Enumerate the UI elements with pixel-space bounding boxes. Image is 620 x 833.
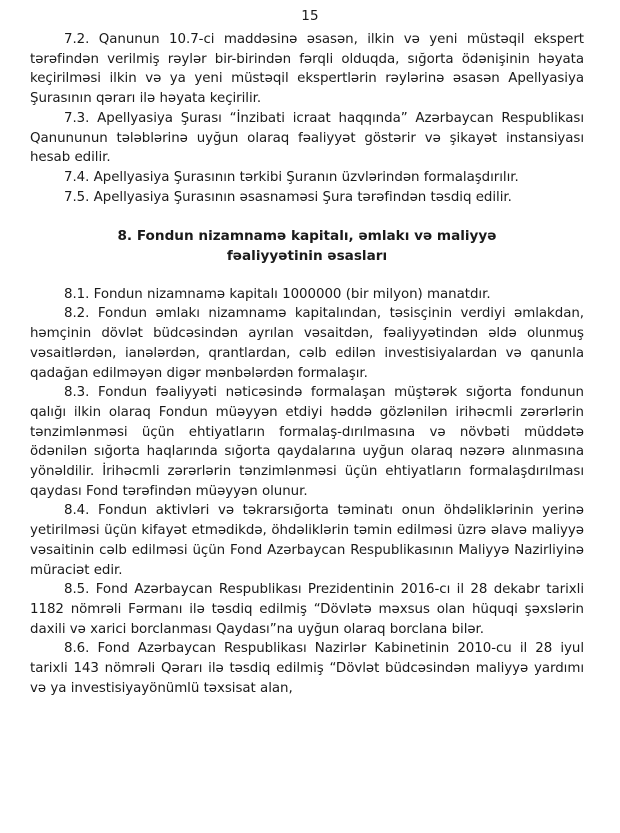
paragraph-7-2: 7.2. Qanunun 10.7-ci maddəsinə əsasən, ilkin və yeni müstəqil ekspert tərəfindən verilmiş rəylər bir-birindən fərqli olduqda, sığorta ödənişinin həyata keçirilməsi ilkin və ya yeni müstəqil ekspertlərin rəylərinə əsasən Apellyasiya Şurasının qərarı ilə həyata keçirilir.: [30, 32, 584, 107]
paragraph-8-6: 8.6. Fond Azərbaycan Respublikası Nazirlər Kabinetinin 2010-cu il 28 iyul tarixli 143 nömrəli Qərarı ilə təsdiq edilmiş “Dövlət büdcəsindən maliyyə yardımı və ya investisiyayönümlü təxsisat alan,: [30, 641, 584, 696]
paragraph-8-3: 8.3. Fondun fəaliyyəti nəticəsində formalaşan müştərək sığorta fondunun qalığı ilkin olaraq Fondun müəyyən etdiyi həddə gözlənilən irihəcmli zərərlərin tənzimlənməsi üçün ehtiyatların formalaş-dırılmasına və növbəti müddətə ödənilən sığorta haqlarında sığorta qaydalarına uyğun olaraq nəzərə alınmasına yönəldilir. İrihəcmli zərərlərin tənzimlənməsi üçün ehtiyatların formalaşdırılması qaydası Fond tərəfindən müəyyən olunur.: [30, 385, 584, 499]
paragraph-8-4: 8.4. Fondun aktivləri və təkrarsığorta təminatı onun öhdəliklərinin yerinə yetirilməsi üçün kifayət etmədikdə, öhdəliklərin təmin edilməsi üzrə əlavə maliyyə vəsaitinin cəlb edilməsi üçün Fond Azərbaycan Respublikasının Maliyyə Nazirliyinə müraciət edir.: [30, 503, 584, 578]
page-number: 15: [301, 8, 319, 24]
paragraph-8-5: 8.5. Fond Azərbaycan Respublikası Prezidentinin 2016-cı il 28 dekabr tarixli 1182 nömrəli Fərmanı ilə təsdiq edilmiş “Dövlətə məxsus olan hüquqi şəxslərin daxili və xarici borclanması Qaydası”na uyğun olaraq borclana bilər.: [30, 582, 584, 637]
paragraph-7-3: 7.3. Apellyasiya Şurası “İnzibati icraat haqqında” Azərbaycan Respublikası Qanununun tələblərinə uyğun olaraq fəaliyyət göstərir və şikayət instansiyası hesab edilir.: [30, 110, 584, 166]
paragraph-8-2: 8.2. Fondun əmlakı nizamnamə kapitalından, təsisçinin verdiyi əmlakdan, həmçinin dövlət büdcəsindən ayrılan vəsaitdən, fəaliyyətindən əldə olunmuş vəsaitlərdən, ianələrdən, qrantlardan, cəlb edilən investisiyalardan və qanunla qadağan edilməyən digər mənbələrdən formalaşır.: [30, 306, 584, 381]
paragraph-7-4: 7.4. Apellyasiya Şurasının tərkibi Şuranın üzvlərindən formalaşdırılır.: [64, 169, 519, 185]
section-heading-line-2: fəaliyyətinin əsasları: [226, 248, 388, 265]
section-heading: [30, 227, 584, 266]
section-heading-line-1: 8. Fondun nizamnamə kapitalı, əmlakı və maliyyə: [117, 228, 497, 245]
paragraph-8-1: 8.1. Fondun nizamnamə kapitalı 1000000 (bir milyon) manatdır.: [64, 286, 491, 302]
document-body: [30, 30, 584, 699]
paragraph-7-5: 7.5. Apellyasiya Şurasının əsasnaməsi Şura tərəfindən təsdiq edilir.: [64, 189, 512, 205]
